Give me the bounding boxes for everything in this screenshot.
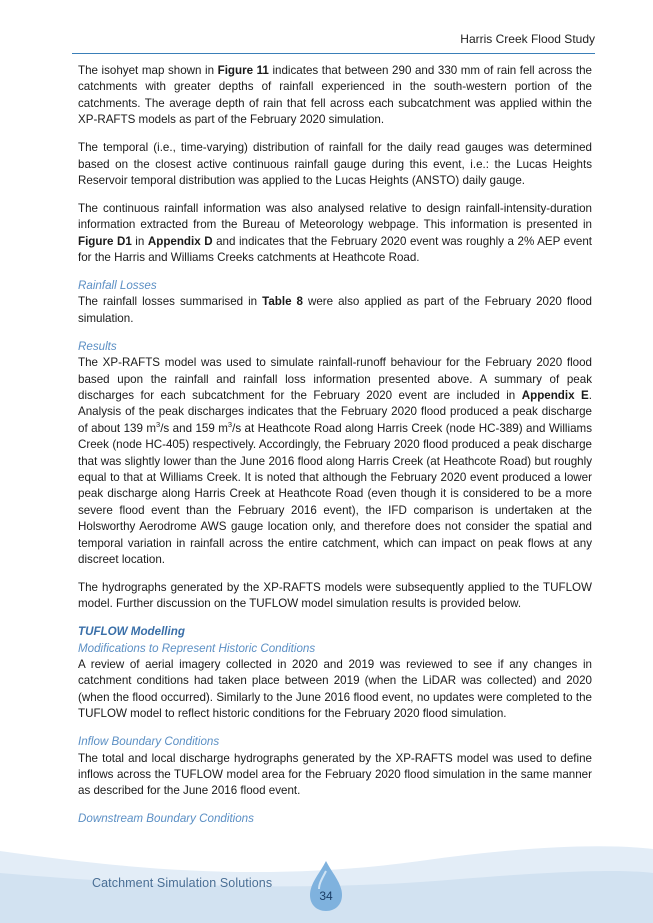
text: . Analysis of the peak discharges indicates that the February 2020 flood produced a peak discharge of about 139 m (78, 388, 592, 435)
appendix-ref: Appendix E (521, 388, 589, 402)
text: The continuous rainfall information was also analysed relative to design rainfall-intensity-duration information extracted from the Bureau of Meteorology webpage. This information is presented in (78, 201, 592, 232)
text: were also applied as part of the February 2020 flood simulation. (78, 295, 592, 325)
text: The XP-RAFTS model was used to simulate rainfall-runoff behaviour for the February 2020 flood based upon the rainfall and rainfall loss information presented above. A summary of peak discharges for each subcatchment for the February 2020 event are included in (78, 356, 592, 402)
paragraph-continuous (78, 201, 592, 267)
appendix-ref: Appendix D (147, 234, 213, 248)
text: /s and 159 m (160, 421, 228, 435)
text: /s at Heathcote Road along Harris Creek (node HC-389) and Williams Creek (node HC-405) respectively. Accordingly, the February 2020 flood produced a peak discharge that was slightly lower than the June 2016 flood along Harris Creek (at Heathcote Road) but roughly equal to that at Williams Creek. It is noted that although the February 2020 event produced a lower peak discharge along Harris Creek at Heathcote Road (even though it is considered to be a more severe flood event than the February 2016 event), the IFD comparison is undertaken at the Holsworthy Aerodrome AWS gauge location only, and therefore does not consider the spatial and temporal variation in rainfall across the entire catchment, which can impact on peak flows at any discreet location. (78, 421, 592, 566)
paragraph-inflow: The total and local discharge hydrographs generated by the XP-RAFTS model was used to define inflows across the TUFLOW model area for the February 2020 flood simulation in the same manner as described for the June 2016 flood event. (78, 751, 592, 798)
text: indicates that between 290 and 330 mm of rain fell across the catchments with greater depths of rainfall experienced in the south-western portion of the catchments. The average depth of rain that fell across each subcatchment was applied within the XP-RAFTS models as part of the February 2020 simulation. (78, 64, 592, 127)
text: and indicates that the February 2020 event was roughly a 2% AEP event for the Harris and Williams Creeks catchments at Heathcote Road. (78, 234, 593, 265)
heading-tuflow-modelling: TUFLOW Modelling (78, 625, 185, 639)
paragraph-hydrographs: The hydrographs generated by the XP-RAFTS models were subsequently applied to the TUFLOW model. Further discussion on the TUFLOW model simulation results is provided below. (78, 580, 592, 611)
heading-results: Results (78, 339, 117, 353)
superscript: 3 (227, 419, 233, 429)
paragraph-losses (78, 294, 592, 327)
text: The rainfall losses summarised in (78, 295, 263, 309)
paragraph-temporal: The temporal (i.e., time-varying) distribution of rainfall for the daily read gauges was determined based on the closest active continuous rainfall gauge during this event, i.e.: the Lucas Heights Reservoir temporal distribution was applied to the Lucas Heights (ANSTO) daily gauge. (78, 141, 592, 187)
header-title: Harris Creek Flood Study (460, 32, 595, 46)
table-ref: Table 8 (262, 295, 303, 309)
figure-ref: Figure D1 (78, 234, 132, 248)
text: The isohyet map shown in (78, 64, 218, 77)
header-rule (72, 53, 595, 54)
footer (0, 813, 653, 923)
heading-modifications: Modifications to Represent Historic Conditions (78, 641, 316, 655)
heading-rainfall-losses: Rainfall Losses (78, 278, 157, 292)
document-body (78, 63, 592, 828)
paragraph-isohyet (78, 63, 592, 129)
heading-inflow-boundary: Inflow Boundary Conditions (78, 735, 220, 749)
paragraph-modifications: A review of aerial imagery collected in 2020 and 2019 was reviewed to see if any changes in catchment conditions had taken place between 2019 (when the LiDAR was collected) and 2020 (when the flood occurred). Similarly to the June 2016 flood event, no updates were completed to the TUFLOW model to reflect historic conditions for the February 2020 flood simulation. (78, 658, 592, 721)
paragraph-results (78, 355, 592, 568)
text: in (131, 234, 148, 248)
figure-ref: Figure 11 (217, 64, 269, 77)
water-drop-icon (306, 859, 346, 913)
superscript: 3 (156, 419, 161, 429)
company-logo: Catchment Simulation Solutions (92, 876, 273, 890)
heading-downstream-boundary: Downstream Boundary Conditions (78, 812, 254, 826)
page-number: 34 (319, 889, 333, 903)
